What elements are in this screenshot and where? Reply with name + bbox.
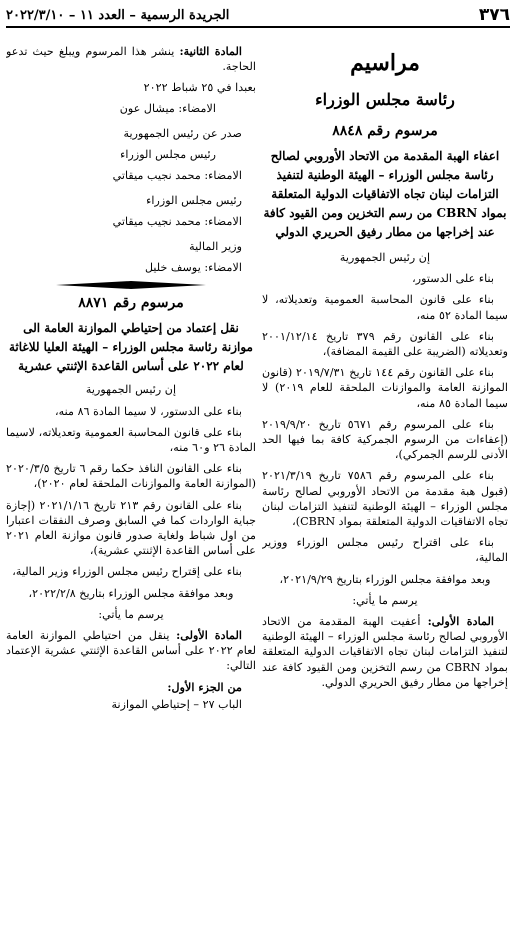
divider-ornament — [56, 281, 206, 289]
signatory-title: رئيس مجلس الوزراء — [120, 148, 216, 162]
president-line: إن رئيس الجمهورية — [339, 251, 431, 264]
signature: الامضاء: محمد نجيب ميقاتي — [112, 215, 242, 229]
page-header — [6, 4, 510, 28]
decree-number: مرسوم رقم ٨٨٧١ — [78, 295, 184, 312]
recital: بناء على إقتراح رئيس مجلس الوزراء وزير المالية، — [12, 565, 242, 579]
recital: بناء على قانون المحاسبة العمومية وتعديلاته، لا سيما المادة ٥٢ منه، — [262, 293, 508, 322]
recital: بناء على القانون رقم ٣٧٩ تاريخ ٢٠٠١/١٢/١٤ وتعديلاته (الضريبة على القيمة المضافة)، — [262, 329, 508, 359]
signature: الامضاء: محمد نجيب ميقاتي — [112, 169, 242, 183]
approval-line: وبعد موافقة مجلس الوزراء بتاريخ ٢٠٢١/٩/٢٩، — [279, 572, 491, 586]
recital: بناء على قانون المحاسبة العمومية وتعديلاته، لاسيما المادة ٢٦ و٦٠ منه، — [6, 425, 256, 455]
article-text: أعفيت الهبة المقدمة من الاتحاد الأوروبي لصالح رئاسة مجلس الوزراء – الهيئة الوطنية لتنفيذ التزامات لبنان تجاه الاتفاقيات الدولية المتعلقة بمواد CBRN من رسم التخزين ومن القيود كافة عند إخراجها من مطار رفيق الحريري الدولي. — [262, 615, 508, 689]
signatory-title: رئيس مجلس الوزراء — [146, 194, 242, 208]
article-label: المادة الثانية: — [179, 44, 242, 58]
article-1 — [6, 628, 256, 674]
signature: الامضاء: يوسف خليل — [144, 261, 242, 275]
decrees-line: يرسم ما يأتي: — [352, 593, 418, 607]
recital: بناء على القانون رقم ٢١٣ تاريخ ٢٠٢١/١/١٦ (إجازة جباية الواردات كما في السابق وصرف النفقات اعتبارا من اول شباط ولغاية صدور قانون موازنة العام ٢٠٢١ على أساس القاعدة الإثنتي عشرية)، — [6, 498, 256, 558]
page-number: ٣٧٦ — [478, 5, 510, 25]
decrees-line: يرسم ما يأتي: — [98, 607, 164, 621]
recital: بناء على القانون رقم ١٤٤ تاريخ ٢٠١٩/٧/٣١ (قانون الموازنة العامة والموازنات الملحقة للعام ٢٠١٩) لا سيما المادة ٨٥ منه، — [262, 366, 508, 410]
ministry-heading: رئاسة مجلس الوزراء — [315, 90, 455, 109]
left-column — [6, 44, 256, 914]
signatory-title: وزير المالية — [189, 240, 242, 254]
article-label: المادة الأولى: — [427, 614, 495, 629]
decree-title: اعفاء الهبة المقدمة من الاتحاد الأوروبي لصالح رئاسة مجلس الوزراء – الهيئة الوطنية لتنفيذ التزامات لبنان تجاه الاتفاقيات الدولية المتعلقة بمواد CBRN من رسم التخزين ومن القيود كافة عند إخراجها من مطار رفيق الحريري الدولي — [263, 149, 507, 239]
section-title: مراسيم — [350, 50, 420, 76]
issue-info: الجريدة الرسمية – العدد ١١ – ٢٠٢٢/٣/١٠ — [6, 7, 230, 23]
recital: بناء على المرسوم رقم ٧٥٨٦ تاريخ ٢٠٢١/٣/١٩ (قبول هبة مقدمة من الاتحاد الأوروبي لصالح رئاسة مجلس الوزراء – الهيئة الوطنية لتنفيذ التزامات لبنان تجاه الاتفاقيات الدولية المتعلقة بمواد CBRN)، — [262, 469, 508, 529]
recital: بناء على اقتراح رئيس مجلس الوزراء ووزير المالية، — [262, 536, 508, 565]
decree-title: نقل إعتماد من إحتياطي الموازنة العامة الى موازنة رئاسة مجلس الوزراء – الهيئة العليا للاغاثة لعام ٢٠٢٢ على أساس القاعدة الإثنتي عشرية — [8, 321, 253, 374]
article-text: ينشر هذا المرسوم ويبلغ حيث تدعو الحاجة. — [6, 45, 256, 74]
decree-number: مرسوم رقم ٨٨٤٨ — [332, 123, 438, 139]
recital: بناء على المرسوم رقم ٥٦٧١ تاريخ ٢٠١٩/٩/٢٠ (إعفاءات من الرسوم الجمركية كافة بما فيها الحد الأدنى للرسم الجمركي)، — [262, 417, 508, 462]
place-date: بعبدا في ٢٥ شباط ٢٠٢٢ — [143, 81, 256, 95]
recital: بناء على القانون النافذ حكما رقم ٦ تاريخ ٢٠٢٠/٣/٥ (الموازنة العامة والموازنات الملحقة لعام ٢٠٢٠)، — [6, 462, 256, 491]
chapter-line: الباب ٢٧ – إحتياطي الموازنة — [111, 697, 242, 711]
article-text: ينقل من احتياطي الموازنة العامة لعام ٢٠٢٢ على أساس القاعدة الإثنتي عشرية الإعتماد التالي: — [6, 629, 256, 673]
article-label: المادة الأولى: — [176, 628, 243, 643]
approval-line: وبعد موافقة مجلس الوزراء بتاريخ ٢٠٢٢/٢/٨، — [28, 586, 234, 600]
article-2 — [6, 44, 256, 74]
president-line: إن رئيس الجمهورية — [85, 383, 177, 397]
issued-by: صدر عن رئيس الجمهورية — [123, 127, 242, 141]
recital: بناء على الدستور، لا سيما المادة ٨٦ منه، — [55, 404, 242, 418]
part-heading: من الجزء الأول: — [167, 679, 242, 694]
recital: بناء على الدستور، — [412, 272, 494, 286]
article-1 — [262, 614, 508, 690]
right-column — [262, 44, 508, 914]
section-divider — [6, 281, 256, 289]
signature: الامضاء: ميشال عون — [119, 102, 216, 116]
